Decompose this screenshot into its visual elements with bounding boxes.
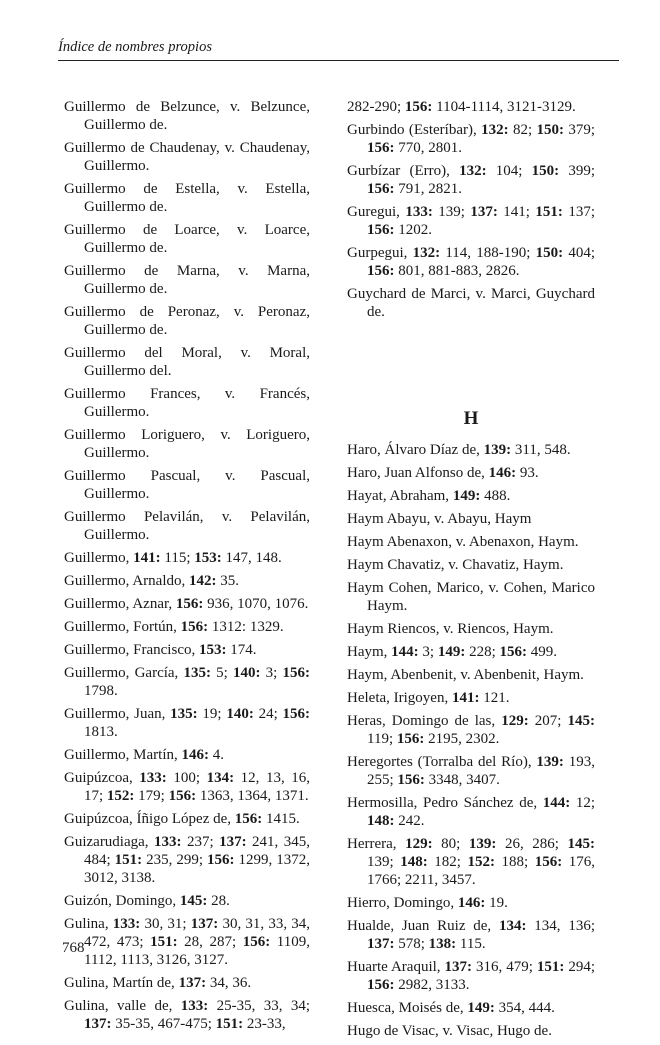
- index-entry: Guillermo de Peronaz, v. Peronaz, Guillermo de.: [64, 304, 310, 338]
- volume-number: 140:: [232, 665, 261, 681]
- volume-number: 152:: [467, 854, 495, 870]
- volume-number: 151:: [215, 1016, 244, 1032]
- volume-number: 144:: [542, 795, 571, 811]
- index-entry: Guillermo, Martín, 146: 4.: [64, 747, 224, 763]
- volume-number: 141:: [133, 550, 161, 566]
- index-entry: Guillermo, García, 135: 5; 140: 3; 156: 1798.: [64, 665, 310, 699]
- index-entry: Haym Cohen, Marico, v. Cohen, Marico Haym.: [347, 580, 595, 614]
- index-entry: Gurpegui, 132: 114, 188-190; 150: 404; 156: 801, 881-883, 2826.: [347, 245, 596, 279]
- volume-number: 137:: [190, 916, 219, 932]
- volume-number: 156:: [242, 934, 271, 950]
- index-entry: Guillermo Pelavilán, v. Pelavilán, Guillermo.: [64, 509, 310, 543]
- index-entry: Guillermo de Chaudenay, v. Chaudenay, Guillermo.: [64, 140, 310, 174]
- index-entry: Guillermo, Fortún, 156: 1312: 1329.: [64, 619, 284, 635]
- running-header: Índice de nombres propios: [58, 39, 212, 55]
- index-entry: Gulina, Martín de, 137: 34, 36.: [64, 975, 252, 991]
- index-list-h: [347, 441, 595, 1040]
- volume-number: 153:: [194, 550, 222, 566]
- index-list-g-continued: [347, 98, 595, 321]
- volume-number: 133:: [180, 998, 209, 1014]
- index-entry: Guillermo de Estella, v. Estella, Guillermo de.: [64, 181, 310, 215]
- index-entry: Gurbindo (Esteríbar), 132: 82; 150: 379; 156: 770, 2801.: [347, 122, 595, 156]
- volume-number: 149:: [437, 644, 466, 660]
- index-entry: Guillermo de Loarce, v. Loarce, Guillermo de.: [64, 222, 310, 256]
- index-entry: Hayat, Abraham, 149: 488.: [347, 488, 511, 504]
- volume-number: 145:: [179, 893, 208, 909]
- index-entry: Guillermo Pascual, v. Pascual, Guillermo.: [64, 468, 310, 502]
- volume-number: 156:: [367, 222, 395, 238]
- volume-number: 148:: [400, 854, 428, 870]
- index-entry: Guillermo, Aznar, 156: 936, 1070, 1076.: [64, 596, 309, 612]
- volume-number: 156:: [367, 977, 395, 993]
- volume-number: 133:: [139, 770, 167, 786]
- volume-number: 133:: [405, 204, 433, 220]
- index-entry: Hualde, Juan Ruiz de, 134: 134, 136; 137: 578; 138: 115.: [347, 918, 595, 952]
- volume-number: 146:: [457, 895, 486, 911]
- index-entry: Guregui, 133: 139; 137: 141; 151: 137; 156: 1202.: [347, 204, 596, 238]
- page-number: 768: [62, 940, 85, 956]
- volume-number: 156:: [396, 731, 425, 747]
- volume-number: 137:: [219, 834, 247, 850]
- volume-number: 134:: [206, 770, 235, 786]
- index-entry: Guillermo Loriguero, v. Loriguero, Guillermo.: [64, 427, 310, 461]
- index-entry: Hierro, Domingo, 146: 19.: [347, 895, 508, 911]
- volume-number: 134:: [498, 918, 527, 934]
- volume-number: 135:: [183, 665, 211, 681]
- volume-number: 152:: [106, 788, 135, 804]
- index-entry: Guillermo, Francisco, 153: 174.: [64, 642, 257, 658]
- volume-number: 139:: [468, 836, 497, 852]
- volume-number: 156:: [367, 140, 395, 156]
- volume-number: 137:: [444, 959, 473, 975]
- volume-number: 151:: [150, 934, 178, 950]
- volume-number: 137:: [178, 975, 207, 991]
- volume-number: 149:: [452, 488, 481, 504]
- volume-number: 151:: [535, 204, 563, 220]
- index-entry: Haym, Abenbenit, v. Abenbenit, Haym.: [347, 667, 584, 683]
- volume-number: 156:: [404, 99, 433, 115]
- volume-number: 142:: [188, 573, 217, 589]
- header-rule: [58, 60, 619, 61]
- index-column-left: [64, 98, 310, 1038]
- index-entry: Guizarudiaga, 133: 237; 137: 241, 345, 484; 151: 235, 299; 156: 1299, 1372, 3012, 3138.: [64, 834, 311, 886]
- index-entry: Heleta, Irigoyen, 141: 121.: [347, 690, 510, 706]
- volume-number: 156:: [175, 596, 204, 612]
- index-entry: Haym Chavatiz, v. Chavatiz, Haym.: [347, 557, 564, 573]
- volume-number: 156:: [367, 181, 395, 197]
- volume-number: 129:: [501, 713, 529, 729]
- volume-number: 156:: [282, 665, 310, 681]
- index-entry: Guychard de Marci, v. Marci, Guychard de.: [347, 286, 595, 320]
- volume-number: 132:: [481, 122, 509, 138]
- volume-number: 156:: [234, 811, 263, 827]
- volume-number: 132:: [412, 245, 441, 261]
- index-entry: Hermosilla, Pedro Sánchez de, 144: 12; 148: 242.: [347, 795, 595, 829]
- index-entry: Guillermo, Arnaldo, 142: 35.: [64, 573, 239, 589]
- index-entry: Guizón, Domingo, 145: 28.: [64, 893, 230, 909]
- volume-number: 156:: [397, 772, 425, 788]
- volume-number: 146:: [488, 465, 517, 481]
- volume-number: 140:: [226, 706, 254, 722]
- index-column-right: [347, 98, 595, 1045]
- volume-number: 151:: [536, 959, 565, 975]
- index-entry: Haym Abenaxon, v. Abenaxon, Haym.: [347, 534, 579, 550]
- section-letter-heading: H: [463, 408, 479, 429]
- index-entry: Gulina, valle de, 133: 25-35, 33, 34; 137: 35-35, 467-475; 151: 23-33,: [64, 998, 310, 1032]
- index-entry: Herrera, 129: 80; 139: 26, 286; 145: 139; 148: 182; 152: 188; 156: 176, 1766; 2211, 3457.: [347, 836, 596, 888]
- index-entry: Haro, Álvaro Díaz de, 139: 311, 548.: [347, 442, 571, 458]
- index-entry: Heras, Domingo de las, 129: 207; 145: 119; 156: 2195, 2302.: [347, 713, 596, 747]
- index-entry: Guipúzcoa, Íñigo López de, 156: 1415.: [64, 811, 300, 827]
- index-entry: Huarte Araquil, 137: 316, 479; 151: 294; 156: 2982, 3133.: [347, 959, 596, 993]
- index-entry: Heregortes (Torralba del Río), 139: 193, 255; 156: 3348, 3407.: [347, 754, 595, 788]
- volume-number: 156:: [207, 852, 235, 868]
- volume-number: 156:: [367, 263, 395, 279]
- index-entry: 282-290; 156: 1104-1114, 3121-3129.: [347, 99, 576, 115]
- volume-number: 129:: [405, 836, 433, 852]
- volume-number: 145:: [567, 836, 596, 852]
- index-entry: Guillermo, Juan, 135: 19; 140: 24; 156: 1813.: [64, 706, 310, 740]
- volume-number: 151:: [114, 852, 143, 868]
- volume-number: 141:: [451, 690, 480, 706]
- index-entry: Hugo de Visac, v. Visac, Hugo de.: [347, 1023, 552, 1039]
- volume-number: 139:: [483, 442, 512, 458]
- volume-number: 156:: [168, 788, 197, 804]
- index-entry: Guillermo, 141: 115; 153: 147, 148.: [64, 550, 282, 566]
- volume-number: 150:: [536, 122, 564, 138]
- volume-number: 156:: [180, 619, 209, 635]
- volume-number: 135:: [170, 706, 198, 722]
- index-entry: Guillermo de Marna, v. Marna, Guillermo de.: [64, 263, 310, 297]
- index-entry: Gulina, 133: 30, 31; 137: 30, 31, 33, 34, 472, 473; 151: 28, 287; 156: 1109, 1112, 1113, 3126, 3127.: [64, 916, 311, 968]
- volume-number: 156:: [282, 706, 310, 722]
- volume-number: 133:: [154, 834, 182, 850]
- volume-number: 144:: [391, 644, 419, 660]
- volume-number: 137:: [367, 936, 395, 952]
- volume-number: 137:: [470, 204, 498, 220]
- index-entry: Haym Riencos, v. Riencos, Haym.: [347, 621, 554, 637]
- volume-number: 145:: [567, 713, 596, 729]
- index-entry: Haym Abayu, v. Abayu, Haym: [347, 511, 532, 527]
- volume-number: 150:: [535, 245, 564, 261]
- volume-number: 156:: [534, 854, 563, 870]
- volume-number: 150:: [531, 163, 560, 179]
- volume-number: 137:: [84, 1016, 112, 1032]
- volume-number: 146:: [181, 747, 209, 763]
- volume-number: 139:: [536, 754, 564, 770]
- volume-number: 148:: [367, 813, 395, 829]
- volume-number: 138:: [428, 936, 457, 952]
- volume-number: 149:: [467, 1000, 495, 1016]
- volume-number: 153:: [198, 642, 227, 658]
- volume-number: 156:: [499, 644, 528, 660]
- index-entry: Gurbízar (Erro), 132: 104; 150: 399; 156: 791, 2821.: [347, 163, 596, 197]
- index-entry: Haro, Juan Alfonso de, 146: 93.: [347, 465, 539, 481]
- index-entry: Guillermo Frances, v. Francés, Guillermo.: [64, 386, 310, 420]
- volume-number: 132:: [459, 163, 487, 179]
- volume-number: 133:: [112, 916, 141, 932]
- index-entry: Guipúzcoa, 133: 100; 134: 12, 13, 16, 17; 152: 179; 156: 1363, 1364, 1371.: [64, 770, 311, 804]
- index-entry: Haym, 144: 3; 149: 228; 156: 499.: [347, 644, 558, 660]
- index-entry: Huesca, Moisés de, 149: 354, 444.: [347, 1000, 555, 1016]
- index-entry: Guillermo del Moral, v. Moral, Guillermo del.: [64, 345, 310, 379]
- index-entry: Guillermo de Belzunce, v. Belzunce, Guillermo de.: [64, 99, 310, 133]
